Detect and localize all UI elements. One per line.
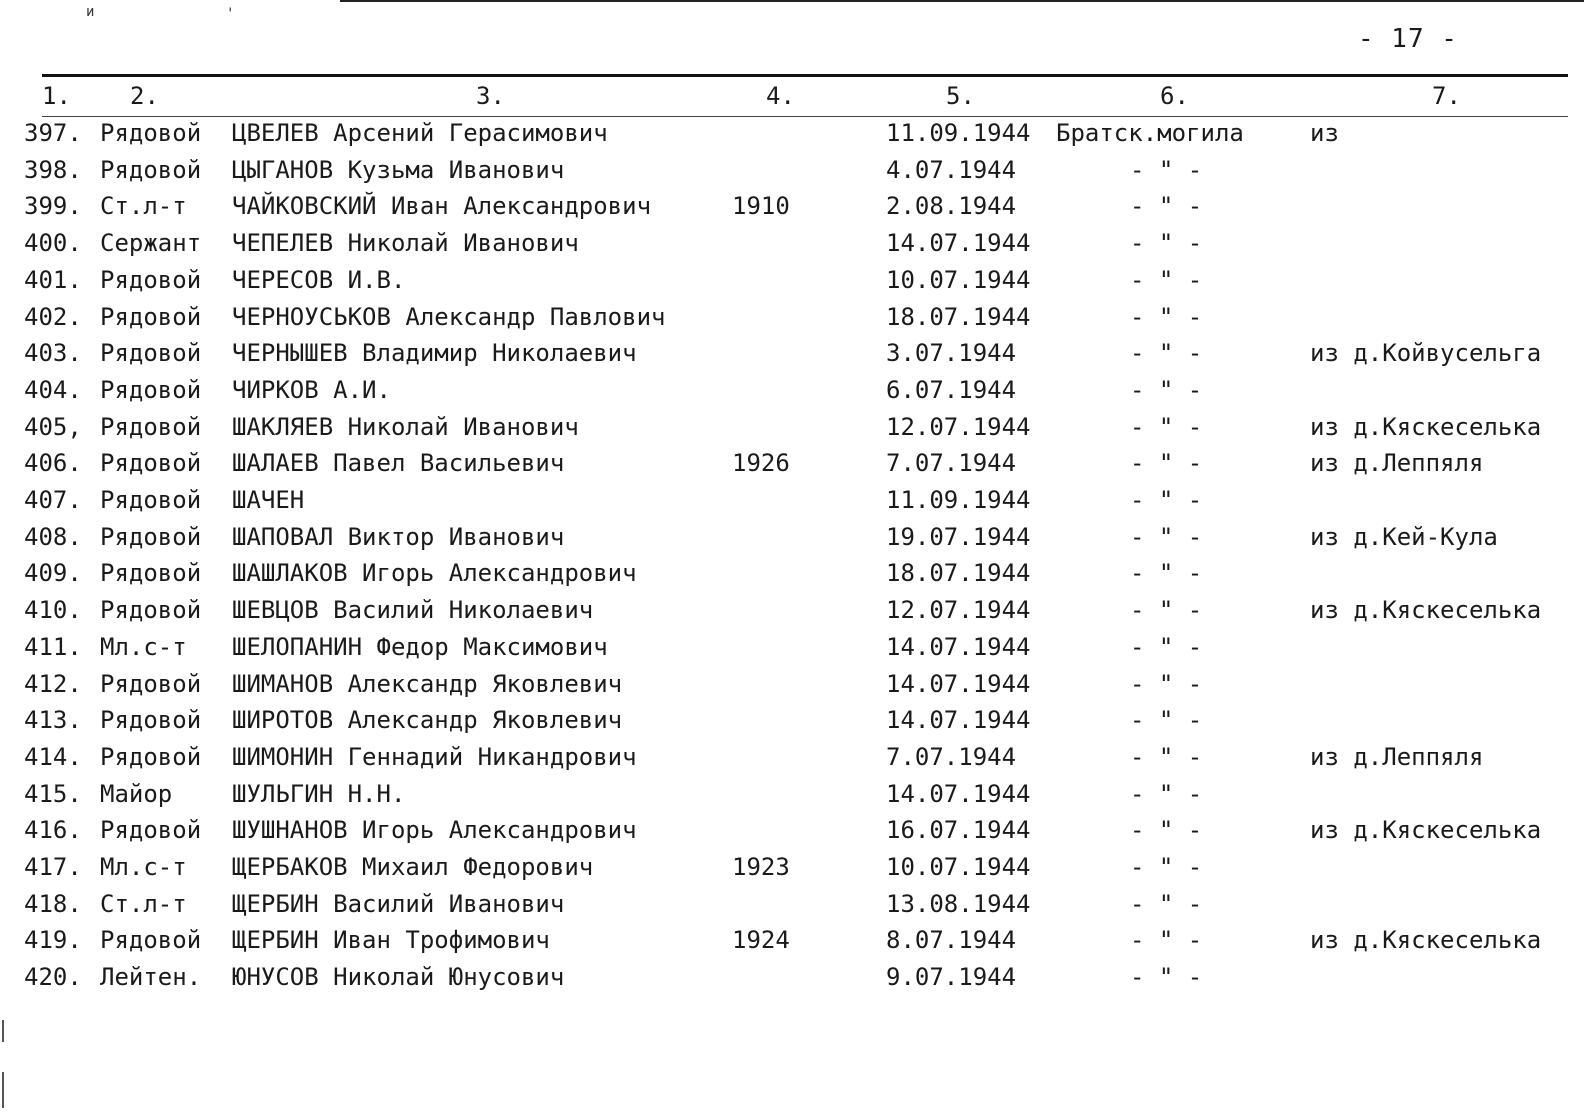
column-header-origin: 7.: [1432, 82, 1461, 110]
death-date-cell: 10.07.1944: [886, 853, 1031, 881]
rank-cell: Рядовой: [100, 926, 202, 955]
death-date-cell: 8.07.1944: [886, 926, 1017, 955]
column-header-name: 3.: [476, 82, 505, 110]
column-header-date: 5.: [946, 82, 975, 110]
name-cell: ЧЕРЕСОВ И.В.: [232, 265, 406, 294]
table-row: [0, 411, 1584, 447]
death-date-cell: 10.07.1944: [886, 265, 1031, 294]
table-row: [0, 447, 1584, 483]
name-cell: ШАПОВАЛ Виктор Иванович: [232, 522, 565, 551]
name-cell: ЩЕРБИН Иван Трофимович: [232, 926, 550, 955]
rank-cell: Ст.л-т: [100, 889, 187, 918]
margin-mark: [2, 1072, 4, 1108]
table-row: [0, 117, 1584, 153]
death-date-cell: 14.07.1944: [886, 779, 1031, 808]
name-cell: ЧЕРНЫШЕВ Владимир Николаевич: [232, 339, 637, 368]
burial-place-cell: - " -: [1130, 229, 1203, 258]
burial-place-cell: - " -: [1130, 486, 1203, 514]
row-number: 400.: [24, 229, 82, 258]
row-number: 417.: [24, 853, 82, 881]
rank-cell: Рядовой: [100, 302, 202, 331]
burial-place-cell: - " -: [1130, 155, 1203, 184]
row-number: 413.: [24, 706, 82, 735]
table-row: [0, 521, 1584, 557]
column-header-number: 1.: [42, 82, 71, 110]
birth-year-cell: 1926: [732, 449, 790, 478]
rank-cell: Рядовой: [100, 119, 202, 147]
death-date-cell: 13.08.1944: [886, 889, 1031, 918]
table-row: [0, 264, 1584, 300]
column-header-burial: 6.: [1160, 82, 1189, 110]
death-date-cell: 18.07.1944: [886, 302, 1031, 331]
burial-place-cell: - " -: [1130, 926, 1203, 955]
death-date-cell: 14.07.1944: [886, 706, 1031, 735]
rank-cell: Рядовой: [100, 706, 202, 735]
death-date-cell: 9.07.1944: [886, 963, 1017, 992]
origin-cell: из д.Кяскеселька: [1310, 412, 1542, 441]
row-number: 407.: [24, 486, 82, 514]
burial-place-cell: - " -: [1130, 706, 1203, 735]
burial-place-cell: - " -: [1130, 779, 1203, 808]
burial-place-cell: - " -: [1130, 302, 1203, 331]
name-cell: ШЕВЦОВ Василий Николаевич: [232, 596, 594, 625]
birth-year-cell: 1924: [732, 926, 790, 955]
rank-cell: Мл.с-т: [100, 853, 187, 881]
table-row: [0, 484, 1584, 520]
rank-cell: Рядовой: [100, 522, 202, 551]
death-date-cell: 3.07.1944: [886, 339, 1017, 368]
name-cell: ЧЕПЕЛЕВ Николай Иванович: [232, 229, 579, 258]
death-date-cell: 14.07.1944: [886, 229, 1031, 258]
death-date-cell: 4.07.1944: [886, 155, 1017, 184]
row-number: 414.: [24, 742, 82, 771]
table-row: [0, 851, 1584, 887]
rank-cell: Рядовой: [100, 596, 202, 625]
table-row: [0, 594, 1584, 630]
row-number: 405,: [24, 412, 82, 441]
rank-cell: Майор: [100, 779, 173, 808]
burial-place-cell: - " -: [1130, 816, 1203, 845]
table-row: [0, 888, 1584, 924]
table-row: [0, 557, 1584, 593]
rank-cell: Рядовой: [100, 155, 202, 184]
row-number: 401.: [24, 265, 82, 294]
burial-place-cell: - " -: [1130, 889, 1203, 918]
table-row: [0, 668, 1584, 704]
table-row: [0, 704, 1584, 740]
death-date-cell: 14.07.1944: [886, 632, 1031, 661]
row-number: 404.: [24, 375, 82, 404]
rank-cell: Рядовой: [100, 265, 202, 294]
death-date-cell: 2.08.1944: [886, 192, 1017, 221]
column-header-rank: 2.: [130, 82, 159, 110]
row-number: 399.: [24, 192, 82, 221]
column-header-year: 4.: [766, 82, 795, 110]
table-row: [0, 337, 1584, 373]
name-cell: ШУЛЬГИН Н.Н.: [232, 779, 406, 808]
row-number: 412.: [24, 669, 82, 698]
row-number: 398.: [24, 155, 82, 184]
origin-cell: из д.Леппяля: [1310, 742, 1484, 771]
burial-place-cell: Братск.могила: [1056, 119, 1244, 147]
death-date-cell: 11.09.1944: [886, 119, 1031, 147]
row-number: 411.: [24, 632, 82, 661]
rank-cell: Рядовой: [100, 816, 202, 845]
rank-cell: Лейтен.: [100, 963, 202, 992]
burial-place-cell: - " -: [1130, 963, 1203, 992]
row-number: 402.: [24, 302, 82, 331]
name-cell: ШАКЛЯЕВ Николай Иванович: [232, 412, 579, 441]
table-row: [0, 631, 1584, 667]
rank-cell: Рядовой: [100, 375, 202, 404]
rank-cell: Рядовой: [100, 559, 202, 588]
origin-cell: из д.Кяскеселька: [1310, 816, 1542, 845]
origin-cell: из д.Кяскеселька: [1310, 926, 1542, 955]
origin-cell: из д.Койвусельга: [1310, 339, 1542, 368]
name-cell: ЦВЕЛЕВ Арсений Герасимович: [232, 119, 608, 147]
origin-cell: из д.Леппяля: [1310, 449, 1484, 478]
rank-cell: Сержант: [100, 229, 202, 258]
row-number: 420.: [24, 963, 82, 992]
name-cell: ЦЫГАНОВ Кузьма Иванович: [232, 155, 565, 184]
name-cell: ЧАЙКОВСКИЙ Иван Александрович: [232, 192, 652, 221]
burial-place-cell: - " -: [1130, 853, 1203, 881]
death-date-cell: 12.07.1944: [886, 596, 1031, 625]
rank-cell: Рядовой: [100, 339, 202, 368]
rank-cell: Мл.с-т: [100, 632, 187, 661]
page-number: - 17 -: [1358, 24, 1458, 54]
death-date-cell: 16.07.1944: [886, 816, 1031, 845]
table-row: [0, 778, 1584, 814]
burial-place-cell: - " -: [1130, 559, 1203, 588]
row-number: 419.: [24, 926, 82, 955]
name-cell: ШИМАНОВ Александр Яковлевич: [232, 669, 623, 698]
row-number: 403.: [24, 339, 82, 368]
death-date-cell: 11.09.1944: [886, 486, 1031, 514]
name-cell: ШАЛАЕВ Павел Васильевич: [232, 449, 565, 478]
death-date-cell: 7.07.1944: [886, 449, 1017, 478]
rank-cell: Рядовой: [100, 449, 202, 478]
row-number: 406.: [24, 449, 82, 478]
name-cell: ЩЕРБАКОВ Михаил Федорович: [232, 853, 594, 881]
burial-place-cell: - " -: [1130, 669, 1203, 698]
row-number: 415.: [24, 779, 82, 808]
table-row: [0, 154, 1584, 190]
death-date-cell: 18.07.1944: [886, 559, 1031, 588]
burial-place-cell: - " -: [1130, 522, 1203, 551]
death-date-cell: 7.07.1944: [886, 742, 1017, 771]
row-number: 410.: [24, 596, 82, 625]
rank-cell: Рядовой: [100, 669, 202, 698]
table-row: [0, 924, 1584, 960]
name-cell: ШУШНАНОВ Игорь Александрович: [232, 816, 637, 845]
table-row: [0, 227, 1584, 263]
rank-cell: Ст.л-т: [100, 192, 187, 221]
death-date-cell: 14.07.1944: [886, 669, 1031, 698]
margin-mark: [2, 1020, 4, 1042]
table-row: [0, 814, 1584, 850]
top-edge-rule: [340, 0, 1584, 2]
burial-place-cell: - " -: [1130, 375, 1203, 404]
table-row: [0, 190, 1584, 226]
row-number: 408.: [24, 522, 82, 551]
row-number: 416.: [24, 816, 82, 845]
origin-cell: из д.Кяскеселька: [1310, 596, 1542, 625]
rank-cell: Рядовой: [100, 486, 202, 514]
table-row: [0, 301, 1584, 337]
burial-place-cell: - " -: [1130, 449, 1203, 478]
row-number: 397.: [24, 119, 82, 147]
row-number: 409.: [24, 559, 82, 588]
name-cell: ЮНУСОВ Николай Юнусович: [232, 963, 565, 992]
birth-year-cell: 1923: [732, 853, 790, 881]
burial-place-cell: - " -: [1130, 265, 1203, 294]
death-date-cell: 12.07.1944: [886, 412, 1031, 441]
name-cell: ШИРОТОВ Александр Яковлевич: [232, 706, 623, 735]
name-cell: ЩЕРБИН Василий Иванович: [232, 889, 565, 918]
table-row: [0, 741, 1584, 777]
burial-place-cell: - " -: [1130, 632, 1203, 661]
burial-place-cell: - " -: [1130, 339, 1203, 368]
name-cell: ШИМОНИН Геннадий Никандрович: [232, 742, 637, 771]
rank-cell: Рядовой: [100, 742, 202, 771]
burial-place-cell: - " -: [1130, 412, 1203, 441]
name-cell: ШЕЛОПАНИН Федор Максимович: [232, 632, 608, 661]
death-date-cell: 19.07.1944: [886, 522, 1031, 551]
burial-place-cell: - " -: [1130, 742, 1203, 771]
corner-mark: и: [86, 4, 95, 20]
name-cell: ЧЕРНОУСЬКОВ Александр Павлович: [232, 302, 666, 331]
name-cell: ШАШЛАКОВ Игорь Александрович: [232, 559, 637, 588]
corner-mark: ': [226, 6, 235, 22]
table-row: [0, 374, 1584, 410]
name-cell: ЧИРКОВ А.И.: [232, 375, 391, 404]
rank-cell: Рядовой: [100, 412, 202, 441]
row-number: 418.: [24, 889, 82, 918]
burial-place-cell: - " -: [1130, 596, 1203, 625]
origin-cell: из: [1310, 119, 1339, 147]
burial-place-cell: - " -: [1130, 192, 1203, 221]
birth-year-cell: 1910: [732, 192, 790, 221]
death-date-cell: 6.07.1944: [886, 375, 1017, 404]
table-row: [0, 961, 1584, 997]
table-header-rule: [42, 74, 1568, 77]
origin-cell: из д.Кей-Кула: [1310, 522, 1498, 551]
name-cell: ШАЧЕН: [232, 486, 305, 514]
